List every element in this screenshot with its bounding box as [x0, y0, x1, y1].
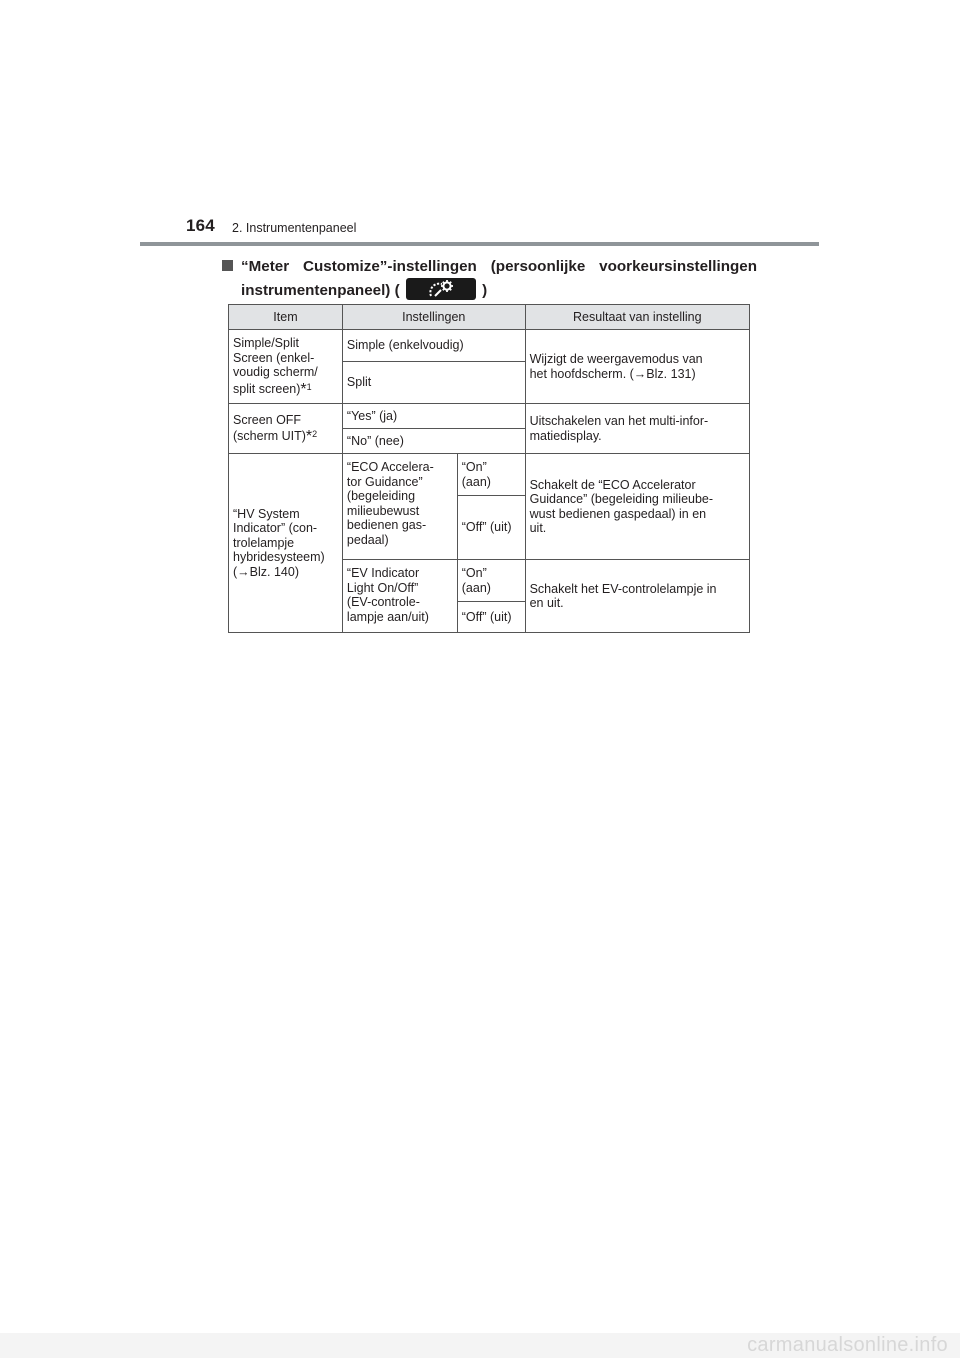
option-ev-off: “Off” (uit)	[457, 602, 525, 633]
speedometer-gear-glyph	[428, 279, 454, 299]
header-rule	[140, 242, 819, 246]
watermark: carmanualsonline.info	[0, 1333, 960, 1358]
option-ev-on: “On” (aan)	[457, 560, 525, 602]
footnote-marker: *2	[305, 428, 318, 445]
table-row	[229, 404, 750, 429]
setting-eco-guidance: “ECO Accelera- tor Guidance” (begeleiding milieubewust bedienen gas- pedaal)	[342, 454, 457, 560]
square-bullet-icon	[222, 260, 233, 271]
table-row	[229, 454, 750, 496]
item-cell-hv-system: “HV System Indicator” (con- trolelampje hybridesysteem) (→Blz. 140)	[229, 454, 343, 633]
settings-table	[228, 304, 750, 633]
setting-yes: “Yes” (ja)	[342, 404, 525, 429]
table-header-row	[229, 305, 750, 330]
heading-line-2	[222, 278, 757, 302]
meter-settings-icon	[406, 278, 476, 300]
header-item: Item	[229, 305, 343, 330]
result-split-screen: Wijzigt de weergavemodus van het hoofdscherm. (→Blz. 131)	[525, 330, 749, 404]
setting-split: Split	[342, 362, 525, 404]
footnote-marker: *1	[300, 380, 312, 398]
header-settings: Instellingen	[342, 305, 525, 330]
result-ev-indicator: Schakelt het EV-controlelampje in en uit.	[525, 560, 749, 633]
option-eco-off: “Off” (uit)	[457, 496, 525, 560]
setting-simple: Simple (enkelvoudig)	[342, 330, 525, 362]
header-result: Resultaat van instelling	[525, 305, 749, 330]
setting-no: “No” (nee)	[342, 429, 525, 454]
item-cell-screen-off: Screen OFF (scherm UIT)$^{*2}$	[229, 404, 343, 454]
item-cell-split-screen: Simple/Split Screen (enkel- voudig scherm/ split screen)$^{*1}$	[229, 330, 343, 404]
setting-ev-indicator: “EV Indicator Light On/Off” (EV-controle- lampje aan/uit)	[342, 560, 457, 633]
heading-line-1	[222, 255, 757, 278]
heading-text-2-suffix: )	[482, 282, 488, 299]
result-screen-off: Uitschakelen van het multi-infor- matiedisplay.	[525, 404, 749, 454]
heading-text-2-prefix: instrumentenpaneel) (	[241, 282, 400, 299]
heading-text-1: “Meter Customize”-instellingen (persoonlijke voorkeursinstellingen	[241, 258, 757, 275]
section-heading	[222, 255, 757, 302]
result-eco-guidance: Schakelt de “ECO Accelerator Guidance” (begeleiding milieube- wust bedienen gaspedaal) in en uit.	[525, 454, 749, 560]
option-eco-on: “On” (aan)	[457, 454, 525, 496]
table-row	[229, 330, 750, 362]
page-number: 164	[186, 216, 215, 235]
chapter-title: 2. Instrumentenpaneel	[232, 221, 357, 235]
